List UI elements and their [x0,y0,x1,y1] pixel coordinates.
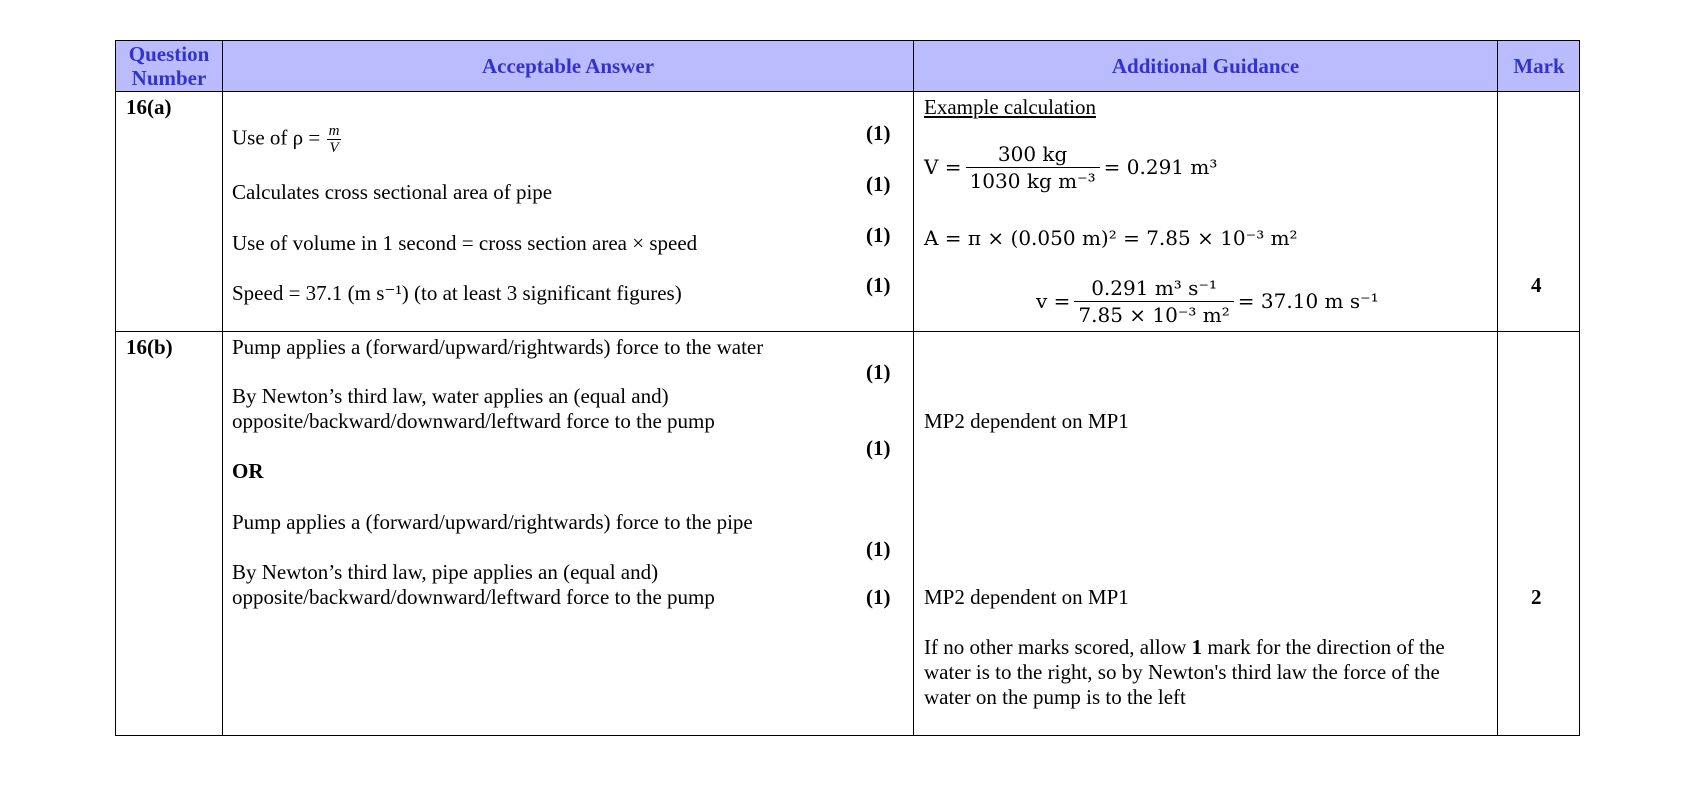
column-divider [222,41,223,735]
header-mark: Mark [1513,54,1565,78]
mark-scheme-table [115,40,1580,736]
density-formula: $\frac{m}{V}$ [328,123,340,156]
header-additional-guidance: Additional Guidance [1111,54,1300,78]
guidance-text: If no other marks scored, allow [924,635,1192,659]
answer-16b-or: OR [232,459,264,483]
equation-speed [1036,275,1379,328]
eq3-fraction [1074,275,1233,328]
mark-16b-2: (1) [866,436,891,460]
table-header [116,41,1579,92]
header-question-number: Question Number [128,42,210,90]
eq1-fraction [966,141,1100,194]
row-divider [116,331,1579,332]
answer-16a-4: Speed = 37.1 (m s⁻¹) (to at least 3 significant figures) [232,281,682,305]
guidance-bold-mark: 1 [1191,635,1203,659]
question-number-16a: 16(a) [126,95,172,119]
answer-16a-1 [232,123,343,156]
guidance-text: mark for the direction of the [1202,635,1445,659]
total-mark-16b: 2 [1531,585,1542,609]
answer-text: Use of ρ = [232,125,321,150]
answer-16b-1: Pump applies a (forward/upward/rightwards) force to the water [232,335,764,359]
mark-16b-3: (1) [866,537,891,561]
eq3-rhs: = 37.10 m s⁻¹ [1237,289,1379,313]
guidance-16b-3-line2: water is to the right, so by Newton's third law the force of the [924,660,1440,684]
answer-16b-3: Pump applies a (forward/upward/rightwards) force to the pipe [232,510,753,534]
guidance-16b-3-line3: water on the pump is to the left [924,685,1186,709]
equation-volume [924,141,1217,194]
answer-16a-3: Use of volume in 1 second = cross section area × speed [232,231,698,255]
mark-16b-1: (1) [866,360,891,384]
eq1-denominator: 1030 kg m⁻³ [966,167,1100,194]
column-divider [913,41,914,735]
guidance-heading: Example calculation [924,95,1097,119]
answer-16b-2-line2: opposite/backward/downward/leftward force to the pump [232,409,715,433]
column-divider [1497,41,1498,735]
eq1-lhs: V = [924,155,962,179]
eq3-denominator: 7.85 × 10⁻³ m² [1074,301,1233,328]
header-acceptable-answer: Acceptable Answer [481,54,655,78]
eq1-rhs: = 0.291 m³ [1103,155,1218,179]
mark-16a-3: (1) [866,223,891,247]
eq1-numerator: 300 kg [997,142,1068,166]
answer-16a-2: Calculates cross sectional area of pipe [232,180,553,204]
guidance-16b-2: MP2 dependent on MP1 [924,585,1129,609]
guidance-16b-3-line1 [924,635,1445,660]
mark-16b-4: (1) [866,585,891,609]
mark-16a-4: (1) [866,273,891,297]
answer-16b-4-line1: By Newton’s third law, pipe applies an (equal and) [232,560,659,584]
guidance-16b-1: MP2 dependent on MP1 [924,409,1129,433]
total-mark-16a: 4 [1531,273,1542,297]
answer-16b-2-line1: By Newton’s third law, water applies an (equal and) [232,384,669,408]
mark-16a-1: (1) [866,121,891,145]
eq3-lhs: v = [1036,289,1071,313]
equation-area: A = π × (0.050 m)² = 7.85 × 10⁻³ m² [924,226,1298,250]
question-number-16b: 16(b) [126,335,173,359]
eq3-numerator: 0.291 m³ s⁻¹ [1091,276,1217,300]
answer-16b-4-line2: opposite/backward/downward/leftward force to the pump [232,585,715,609]
mark-16a-2: (1) [866,172,891,196]
